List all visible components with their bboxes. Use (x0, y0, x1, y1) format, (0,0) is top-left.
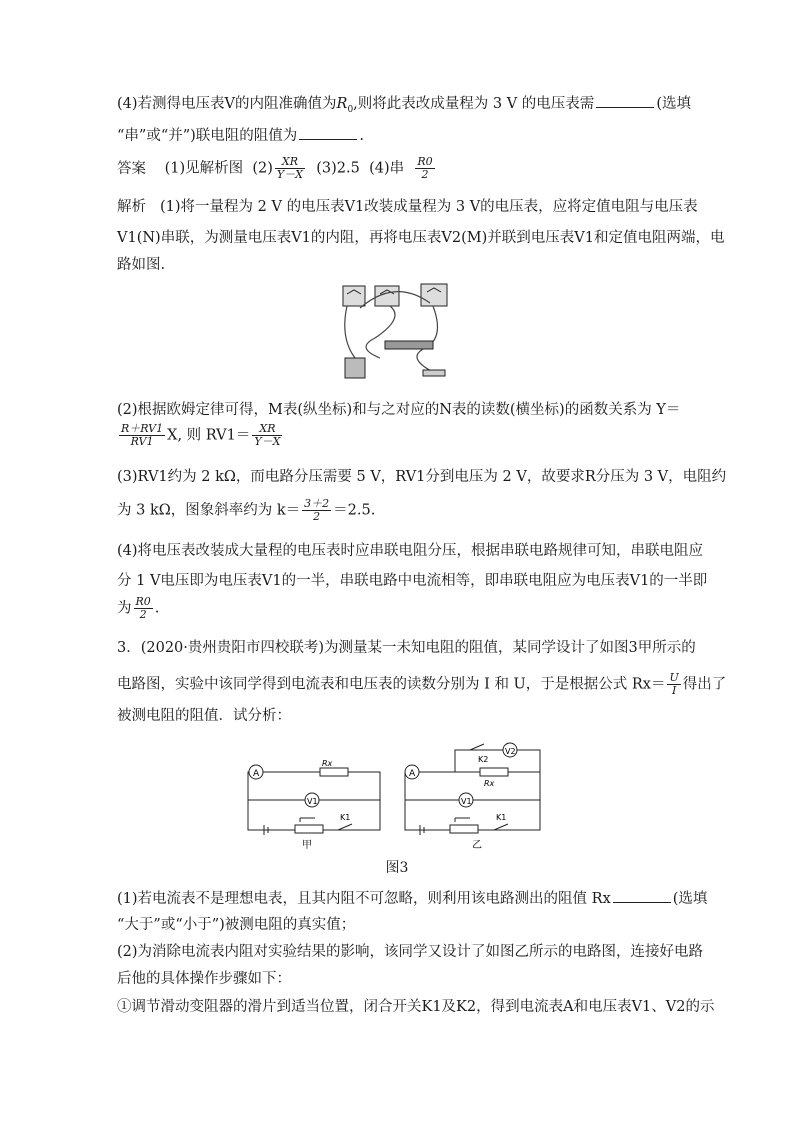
half-fraction: $\frac{R0}{2}$ (135, 595, 151, 621)
svg-text:V1: V1 (307, 797, 318, 806)
slope-fraction: $\frac{3+2}{2}$ (304, 497, 330, 523)
problem-3-line: 被测电阻的阻值．试分析： (117, 708, 291, 724)
answer-blank[interactable] (613, 888, 671, 903)
svg-text:V2: V2 (505, 747, 516, 756)
formula-fraction: $\frac{U}{I}$ (669, 671, 679, 697)
svg-text:A: A (253, 769, 260, 779)
svg-text:A: A (409, 769, 416, 779)
analysis-line: V1(N)串联，为测量电压表V1的内阻，再将电压表V2(M)并联到电压表V1和定值电阻两端，电 (117, 230, 725, 246)
apparatus-diagram (335, 278, 460, 382)
analysis-line: $\frac{R+RV1}{RV1}$ X, 则 RV1＝ $\frac{XR}{Y-X}$ (121, 422, 281, 448)
problem-3-line: 电路图，实验中该同学得到电流表和电压表的读数分别为 I 和 U，于是根据公式 Rx＝ $\frac{U}{I}$ 得出了 (117, 671, 727, 697)
rheostat-icon (385, 341, 433, 349)
svg-text:K1: K1 (340, 813, 351, 822)
analysis-line: (3)RV1约为 2 kΩ，而电路分压需要 5 V，RV1分到电压为 2 V，故要求R分压为 3 V，电阻约 (117, 469, 727, 485)
question-2-line: ①调节滑动变阻器的滑片到适当位置，闭合开关K1及K2，得到电流表A和电压表V1、V2的示 (117, 999, 715, 1015)
answer-fraction: $\frac{XR}{Y-X}$ (276, 155, 304, 181)
ohm-fraction: $\frac{R+RV1}{RV1}$ (121, 422, 164, 448)
question-2-line: 后他的具体操作步骤如下： (117, 971, 291, 987)
analysis-line: 路如图. (117, 257, 166, 273)
ammeter-icon (421, 284, 447, 306)
circuit-yi (405, 743, 540, 835)
answer-fraction-2: $\frac{R0}{2}$ (417, 155, 433, 181)
svg-text:K1: K1 (496, 813, 507, 822)
analysis-line: 为 $\frac{R0}{2}$ . (117, 595, 160, 621)
svg-text:V1: V1 (461, 797, 472, 806)
question-2-line: (2)为消除电流表内阻对实验结果的影响，该同学又设计了如图乙所示的电路图，连接好电路 (117, 944, 704, 960)
svg-text:甲: 甲 (302, 840, 312, 850)
q4-line-1: (4)若测得电压表V的内阻准确值为$R_0$,则将此表改成量程为 3 V 的电压表需 (选填 (117, 93, 691, 120)
svg-text:Rx: Rx (322, 759, 333, 768)
analysis-line: (4)将电压表改装成大量程的电压表时应串联电阻分压，根据串联电路规律可知，串联电阻应 (117, 543, 704, 559)
switch-icon (423, 370, 445, 376)
analysis-label-line: 解析 (1)将一量程为 2 V 的电压表V1改装成量程为 3 V的电压表，应将定值电阻与电压表 (117, 199, 698, 215)
voltmeter-icon (343, 286, 365, 306)
circuit-figure (240, 740, 550, 850)
analysis-line: 为 3 kΩ，图象斜率约为 k＝ $\frac{3+2}{2}$ ＝2.5. (117, 497, 376, 523)
answer-blank[interactable] (596, 93, 654, 108)
rv1-fraction: $\frac{XR}{Y-X}$ (254, 422, 281, 448)
figure-caption: 图3 (385, 860, 409, 876)
answer-line: 答案 (1)见解析图 (2) $\frac{XR}{Y-X}$ (3)2.5 (4)串 $\frac{R0}{2}$ (117, 155, 433, 181)
question-1-line: (1)若电流表不是理想电表，且其内阻不可忽略，则利用该电路测出的阻值 Rx (选填 (117, 888, 707, 909)
answer-blank[interactable] (299, 125, 357, 140)
svg-text:Rx: Rx (484, 779, 495, 788)
battery-icon (345, 358, 365, 378)
svg-text:乙: 乙 (472, 840, 482, 850)
question-1-line: “大于”或“小于”)被测电阻的真实值； (117, 917, 356, 933)
analysis-line: 分 1 V电压即为电压表V1的一半，串联电路中电流相等，即串联电阻应为电压表V1的一半即 (117, 573, 708, 589)
problem-3-line: 3．(2020·贵州贵阳市四校联考)为测量某一未知电阻的阻值，某同学设计了如图3甲所示的 (117, 640, 696, 656)
analysis-line: (2)根据欧姆定律可得，M表(纵坐标)和与之对应的N表的读数(横坐标)的函数关系为 Y＝ (117, 402, 681, 418)
svg-text:K2: K2 (478, 755, 489, 764)
q4-line-2: “串”或“并”)联电阻的阻值为 . (117, 125, 364, 146)
